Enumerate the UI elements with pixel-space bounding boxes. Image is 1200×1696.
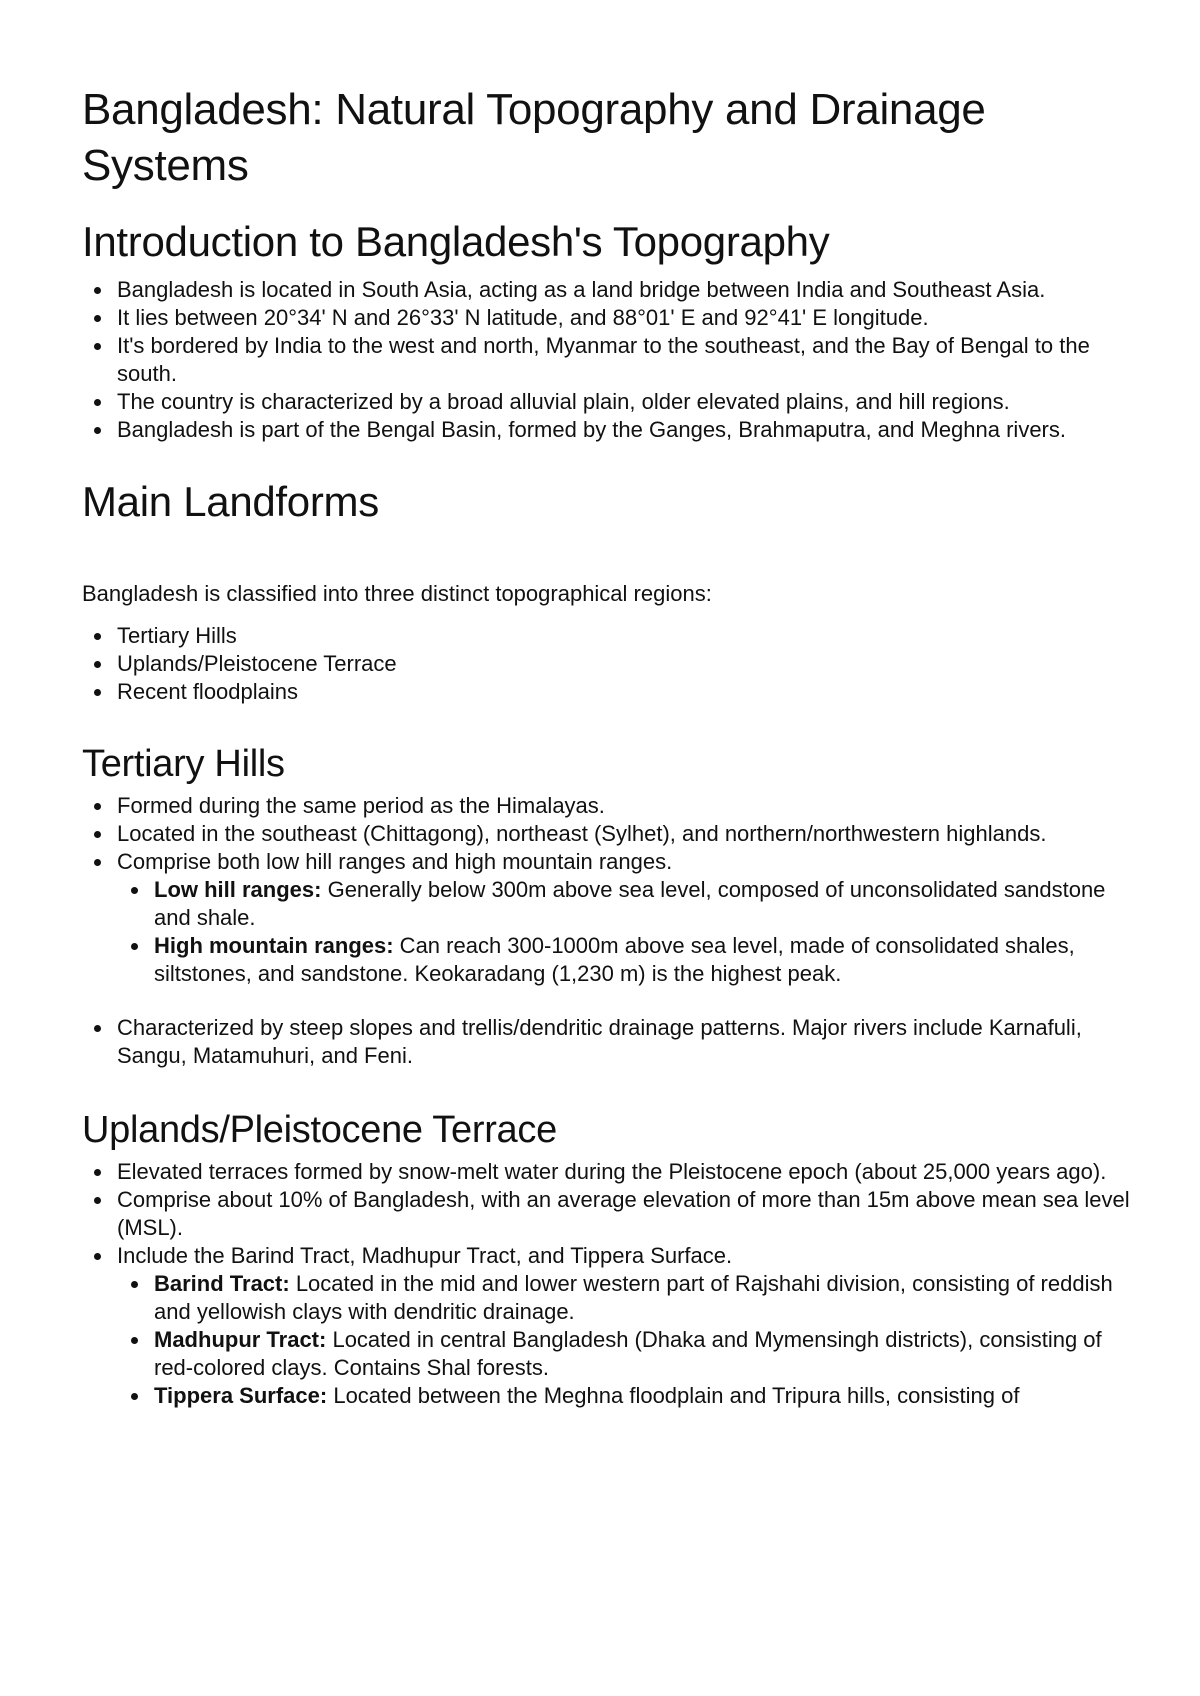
list-item — [82, 848, 1132, 988]
sub-item-text: Can reach 300-1000m above sea level, made of consolidated shales, siltstones, and sandstone. Keokaradang (1,230 m) is the highest peak. — [154, 933, 1075, 986]
sub-item-label: Barind Tract: — [154, 1271, 290, 1296]
tertiary-hills-list — [82, 792, 1132, 1070]
document-title: Bangladesh: Natural Topography and Drainage Systems — [82, 85, 986, 190]
list-item: It lies between 20°34' N and 26°33' N latitude, and 88°01' E and 92°41' E longitude. — [82, 304, 1132, 332]
list-item: Formed during the same period as the Himalayas. — [82, 792, 1132, 820]
landforms-paragraph: Bangladesh is classified into three distinct topographical regions: — [82, 581, 712, 606]
list-item: Elevated terraces formed by snow-melt water during the Pleistocene epoch (about 25,000 years ago). — [82, 1158, 1132, 1186]
list-item: It's bordered by India to the west and north, Myanmar to the southeast, and the Bay of Bengal to the south. — [82, 332, 1132, 388]
list-item: Tertiary Hills — [82, 622, 1132, 650]
list-item: Located in the southeast (Chittagong), northeast (Sylhet), and northern/northwestern highlands. — [82, 820, 1132, 848]
sub-item-label: High mountain ranges: — [154, 933, 394, 958]
sub-list-item — [117, 1382, 1132, 1410]
list-item: Characterized by steep slopes and trellis/dendritic drainage patterns. Major rivers include Karnafuli, Sangu, Matamuhuri, and Feni. — [82, 1014, 1132, 1070]
sub-item-label: Low hill ranges: — [154, 877, 322, 902]
landforms-heading: Main Landforms — [82, 478, 379, 525]
list-item-text: Comprise both low hill ranges and high mountain ranges. — [117, 849, 673, 874]
tertiary-sublist — [117, 876, 1132, 988]
list-item: The country is characterized by a broad alluvial plain, older elevated plains, and hill regions. — [82, 388, 1132, 416]
list-item: Bangladesh is part of the Bengal Basin, formed by the Ganges, Brahmaputra, and Meghna rivers. — [82, 416, 1132, 444]
sub-list-item — [117, 1270, 1132, 1326]
sub-item-text: Located between the Meghna floodplain and Tripura hills, consisting of — [327, 1383, 1020, 1408]
sub-item-label: Tippera Surface: — [154, 1383, 328, 1408]
list-item: Comprise about 10% of Bangladesh, with an average elevation of more than 15m above mean sea level (MSL). — [82, 1186, 1132, 1242]
tertiary-hills-heading: Tertiary Hills — [82, 743, 285, 785]
sub-list-item — [117, 932, 1132, 988]
sub-item-text: Located in the mid and lower western part of Rajshahi division, consisting of reddish and yellowish clays with dendritic drainage. — [154, 1271, 1113, 1324]
list-item: Uplands/Pleistocene Terrace — [82, 650, 1132, 678]
intro-heading: Introduction to Bangladesh's Topography — [82, 218, 830, 265]
list-item — [82, 1242, 1132, 1410]
sub-list-item — [117, 1326, 1132, 1382]
uplands-sublist — [117, 1270, 1132, 1410]
uplands-list — [82, 1158, 1132, 1410]
sub-list-item — [117, 876, 1132, 932]
list-item: Recent floodplains — [82, 678, 1132, 706]
intro-list — [82, 276, 1132, 444]
list-item: Bangladesh is located in South Asia, acting as a land bridge between India and Southeast Asia. — [82, 276, 1132, 304]
list-item-text: Include the Barind Tract, Madhupur Tract, and Tippera Surface. — [117, 1243, 733, 1268]
document-page — [82, 82, 1132, 1410]
sub-item-text: Located in central Bangladesh (Dhaka and Mymensingh districts), consisting of red-colored clays. Contains Shal forests. — [154, 1327, 1102, 1380]
uplands-heading: Uplands/Pleistocene Terrace — [82, 1109, 557, 1151]
sub-item-text: Generally below 300m above sea level, composed of unconsolidated sandstone and shale. — [154, 877, 1106, 930]
landforms-list — [82, 622, 1132, 706]
sub-item-label: Madhupur Tract: — [154, 1327, 327, 1352]
